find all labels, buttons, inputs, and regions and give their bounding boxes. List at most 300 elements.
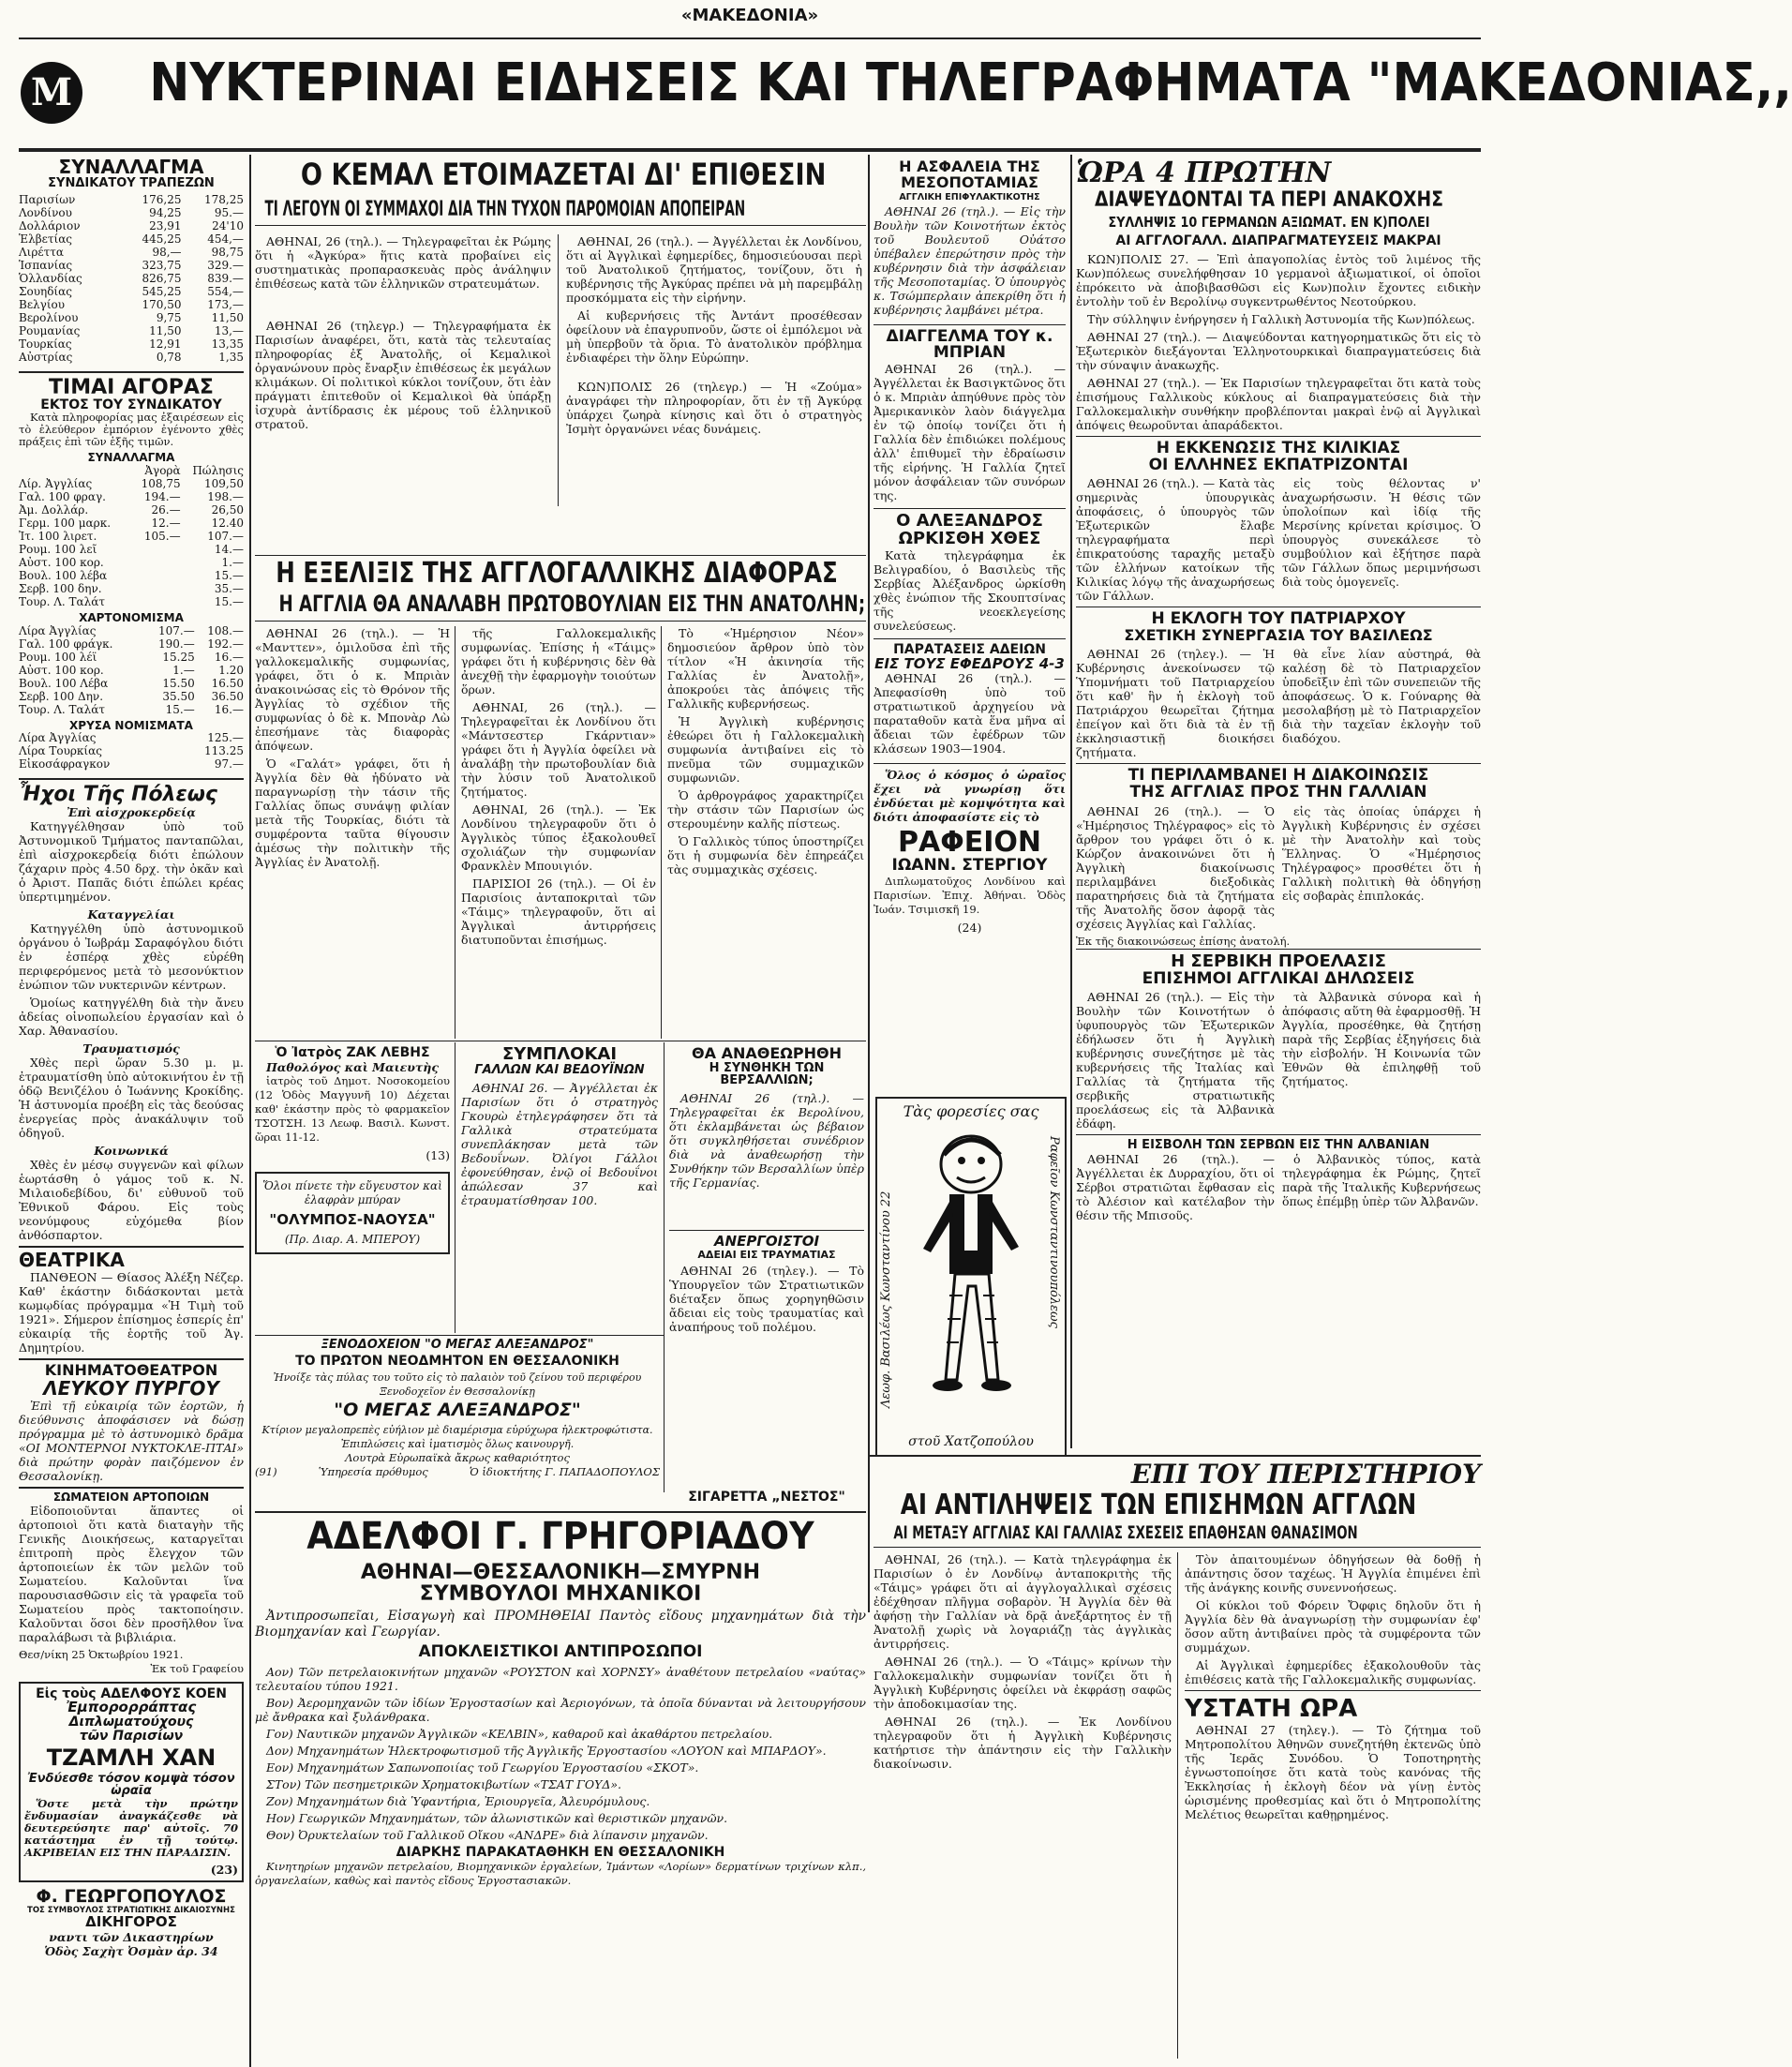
exchange-row	[19, 337, 244, 351]
market-row	[19, 530, 244, 543]
versailles-paragraph: ΑΘΗΝΑΙ 26 (τηλ.). — Τηλεγραφεῖται ἐκ Βερολίνου, ὅτι ἐκλαμβάνεται ὡς βέβαιον ὅτι συγκληθήσεται συνέδριον διὰ νὰ ἀναθεωρήσῃ τὴν Συνθήκην τῶν Βερσαλλίων ὑπὲρ τῆς Γερμανίας.	[669, 1091, 864, 1190]
grigoriadou-item: Ηον) Γεωργικῶν Μηχανημάτων, τῶν ἀλωνιστικῶν καὶ θεριστικῶν μηχανῶν.	[255, 1811, 866, 1825]
court-paragraph: ΑΘΗΝΑΙ, 26 (τηλ.). — Κατὰ τηλεγράφημα ἐκ Παρισίων ὁ ἐν Λονδίνῳ ἀνταποκριτὴς τῆς «Τάιμς» γράφει ὅτι αἱ ἀγγλογαλλικαὶ σχέσεις ἐδέχθησαν πλῆγμα σοβαρὸν. Ἡ Ἀγγλία δὲν θὰ ἀφήσῃ τὴν Γαλλίαν νὰ δρᾷ ἀνεξάρτητος ἐν τῇ Ἀνατολῇ χωρὶς νὰ λογαριάζῃ τὰς ἀγγλικὰς ἀντιρρήσεις.	[874, 1552, 1172, 1651]
georgopoulos-role: ΤΟΣ ΣΥΜΒΟΥΛΟΣ ΣΤΡΑΤΙΩΤΙΚΗΣ ΔΙΚΑΙΟΣΥΝΗΣ	[19, 1907, 244, 1915]
column-rule	[1177, 1552, 1178, 2059]
row-value: 839.—	[182, 272, 244, 285]
anglo-french-paragraph: ΑΘΗΝΑΙ, 26 (τηλ.). — Ἐκ Λονδίνου τηλεγραφοῦν ὅτι ὁ Ἀγγλικὸς τύπος ἐξακολουθεῖ σχολιάζων τὴν συμφωνίαν Φρανκλὲν Μπουιγιόν.	[461, 802, 656, 873]
patriarch-paragraph: θὰ εἶνε λίαν αὐστηρά, θὰ καλέσῃ δὲ τὸ Πατριαρχεῖον ὑποδεῖξιν ἐπὶ τῶν συνεπειῶν τῆς ἀποφάσεως. Ὁ κ. Γούναρης θὰ μεσολαβήσῃ μὲ τὸ Πατριαρχεῖον διὰ τὴν ταχεῖαν ἐκλογὴν τοῦ διαδόχου.	[1282, 647, 1481, 759]
alexandros-title: Ο ΑΛΕΞΑΝΔΡΟΣ ΩΡΚΙΣΘΗ ΧΘΕΣ	[874, 508, 1066, 548]
city-sounds-paragraph: Κατηγγέλθη ὑπὸ ἀστυνομικοῦ ὀργάνου ὁ Ἰωβράμ Σαραφόγλου διότι ἐν ἐσπέρᾳ χθὲς εὑρέθη περιφερόμενος μετὰ τὸ μεσονύκτιον ἐνώπιον τῶν νυκτερινῶν κέντρων.	[19, 921, 244, 992]
serbian-columns	[1076, 990, 1481, 1134]
levis-spec: Παθολόγος καὶ Μαιευτὴς	[255, 1060, 450, 1074]
leave-sub: ΕΙΣ ΤΟΥΣ ΕΦΕΔΡΟΥΣ 4-3	[874, 657, 1066, 672]
row-value: 16.—	[195, 703, 244, 716]
row-label: Τουρ. Λ. Ταλάτ	[19, 595, 132, 608]
market-col-a: Ἀγορὰ	[132, 464, 181, 477]
relations-columns	[1076, 804, 1481, 935]
row-label: Ρουμανίας	[19, 324, 119, 337]
row-label: Ἑλβετίας	[19, 232, 119, 246]
grigoriadou-footer: ΔΙΑΡΚΗΣ ΠΑΡΑΚΑΤΑΘΗΚΗ ΕΝ ΘΕΣΣΑΛΟΝΙΚΗ	[255, 1846, 866, 1860]
relations-paragraph: εἰς τὰς ὁποίας ὑπάρχει ἡ Ἀγγλικὴ Κυβέρνησις ἐν σχέσει μὲ τὴν Ἀνατολὴν καὶ τοὺς Ἕλληνας. Ὁ «Ἡμέρησιος Τηλέγραφος» προσθέτει ὅτι ἡ Γαλλικὴ πολιτικὴ θὰ ὁδηγήσῃ εἰς σοβαρὰς ἐπιπλοκάς.	[1282, 804, 1481, 931]
patriarch-paragraph: ΑΘΗΝΑΙ 26 (τηλεγ.). — Ἡ Κυβέρνησις ἀνεκοίνωσεν τῷ Ὑπομνήματι τοῦ Πατριαρχείου ὅτι καθ' ἣν ἡ ἐκλογὴ τοῦ Πατριάρχου θεωρεῖται ζήτημα ἐπείγον καὶ ὅτι διὰ τὰ ἐν τῇ ἐκκλησιαστικῇ διοικήσει ζητήματα.	[1076, 647, 1275, 759]
market-row	[19, 569, 244, 582]
row-value: 105.—	[132, 530, 181, 543]
relations-paragraph: ΑΘΗΝΑΙ 26 (τηλ.). — Ὁ «Ἡμέρησιος Τηλέγραφος» εἰς τὸ ἄρθρον του γράφει ὅτι ὁ κ. Κώρζον ἀνακοινώνει ὅτι ἡ Ἀγγλικὴ διακοίνωσις περιλαμβάνει διεξοδικὰς παρατηρήσεις διὰ τὰ ζητήματα τῆς Ἀνατολῆς ὅσον ἀφορᾷ τὰς σχέσεις Ἀγγλίας καὶ Γαλλίας.	[1076, 804, 1275, 931]
clashes-title: ΣΥΜΠΛΟΚΑΙ	[461, 1046, 658, 1064]
row-value: 178,25	[182, 193, 244, 206]
gold-row	[19, 744, 244, 757]
hotel-desc: Κτίριον μεγαλοπρεπὲς εὐήλιον μὲ διαμέρισμα εὐρύχωρα ἠλεκτροφώτιστα. Ἐπιπλώσεις καὶ ἱματισμὸς ὅλως καινουργῆ.	[255, 1423, 660, 1451]
anglo-french-paragraph: Τὸ «Ἡμέρησιον Νέον» δημοσιεύον ἄρθρον ὑπὸ τὸν τίτλον «Ἡ ἀκινησία τῆς Γαλλίας ἐν Ἀνατολῇ», ἀποκρούει τὰς ἀπόψεις τῆς Γαλλικῆς κυβερνήσεως.	[667, 626, 864, 711]
row-label: Γαλ. 100 φραγ.	[19, 490, 132, 503]
at4-paragraph: ΑΘΗΝΑΙ 27 (τηλ.). — Ἐκ Παρισίων τηλεγραφεῖται ὅτι κατὰ τοὺς ἐπισήμους Γαλλικοὺς κύκλους αἱ διαπραγματεύσεις διὰ τὴν Γαλλοκεμαλικὴν συνθήκην προβλέπονται μακραὶ ἐνῷ αἱ Ἀγγλικαὶ ἀπόψεις θεωροῦνται ἀπαράδεκτοι.	[1076, 376, 1481, 432]
versailles-title: ΘΑ ΑΝΑΘΕΩΡΗΘΗ	[669, 1046, 864, 1062]
column-rule	[661, 626, 662, 1039]
row-value: 98,—	[119, 246, 181, 259]
theatre-paragraph: ΠΑΝΘΕΟΝ — Θίασος Ἀλέξη Νέζερ. Καθ' ἑκάστην διδάσκονται μετὰ κωμῳδίας πρόγραμμα «Ἡ Τιμὴ τοῦ 1921». Σήμερον ἐπίσημος ἑσπερίς ἐπ' εὐκαιρίᾳ τῆς ἑορτῆς τοῦ Ἁγ. Δημητρίου.	[19, 1270, 244, 1355]
row-value: 11,50	[182, 311, 244, 324]
row-value: 173,—	[182, 298, 244, 311]
cilicia-paragraph: εἰς τοὺς θέλοντας ν' ἀναχωρήσωσιν. Ἡ θέσις τῶν ὑπολοίπων καὶ ἰδίᾳ τῆς Μερσίνης κρίνεται κρίσιμος. Ὁ ὑπουργὸς συνεκάλεσε τὸ συμβούλιον καὶ ἐξήτησε παρὰ τῶν Γάλλων ὅπως μεριμνήσωσι διὰ τοὺς ὁμογενεῖς.	[1282, 476, 1481, 603]
market-intro: Κατὰ πληροφορίας μας ἐξαιρέσεων εἰς τὸ ἐλεύθερον ἐμπόριον ἐγένοντο χθὲς πράξεις ἐπὶ τῶν ἑξῆς τιμῶν.	[19, 412, 244, 448]
hotel-advert	[255, 1339, 660, 1489]
row-value: 12.—	[132, 517, 181, 530]
at4-paragraph: ΚΩΝ)ΠΟΛΙΣ 27. — Ἐπὶ ἀπαγοπολίας ἐντὸς τοῦ λιμένος τῆς Κων)πόλεως συνελήφθησαν 10 γερμανοὶ ἀξιωματικοί, οἱ ὁποῖοι ἐπρόκειτο νὰ ἀποβιβασθῶσι εἰς Κων)πολιν ἔχοντες ειδικὴν ἐντολὴν τοῦ ἐν Βερολίνῳ συγκεντρωθέντος Νεοτούρκου.	[1076, 252, 1481, 308]
row-label: Αὐστρίας	[19, 351, 119, 364]
market-row	[19, 556, 244, 569]
section-rule	[255, 1335, 664, 1336]
wounded-title: ΑΝΕΡΓΟΙΣΤΟΙ	[669, 1235, 864, 1250]
at4-paragraph: ΑΘΗΝΑΙ 27 (τηλ.). — Διαψεύδονται κατηγορηματικῶς ὅτι εἰς τὸ Ἐξωτερικὸν διεξάγονται Ἑλληνοτουρκικαὶ διαπραγματεύσεις διὰ τὴν σύναψιν ἀνακωχῆς.	[1076, 330, 1481, 372]
notes-row	[19, 651, 244, 664]
grigoriadou-item: Βον) Ἀερομηχανῶν τῶν ἰδίων Ἐργοστασίων καὶ Ἀεριογόνων, τὰ ὁποῖα δύνανται νὰ λειτουργήσουν μὲ ἄνθρακα καὶ ξυλάνθρακα.	[255, 1696, 866, 1724]
anglo-french-paragraph: τῆς Γαλλοκεμαλικῆς συμφωνίας. Ἐπίσης ἡ «Τάιμς» γράφει ὅτι ἡ κυβέρνησις δὲν θὰ ἀνεχθῇ τὴν ἐφαρμογὴν τοιούτων ὅρων.	[461, 626, 656, 696]
city-sounds-title: Ἦχοι Τῆς Πόλεως	[19, 778, 244, 805]
market-row	[19, 582, 244, 595]
koen-number: (23)	[24, 1863, 238, 1877]
hotel-service: Ὑπηρεσία πρόθυμος	[319, 1465, 428, 1479]
grigoriadou-item: ΣΤον) Τῶν πεσημετρικῶν Χρηματοκιβωτίων «ΤΣΑΤ ΓΟΥΔ».	[255, 1777, 866, 1791]
market-row	[19, 490, 244, 503]
anglo-french-article	[255, 559, 866, 1037]
relations-title: ΤΙ ΠΕΡΙΛΑΜΒΑΝΕΙ Η ΔΙΑΚΟΙΝΩΣΙΣ	[1076, 763, 1481, 785]
kemal-subtitle: ΤΙ ΛΕΓΟΥΝ ΟΙ ΣΥΜΜΑΧΟΙ ΔΙΑ ΤΗΝ ΤΥΧΟΝ ΠΑΡΟΜΟΙΑΝ ΑΠΟΠΕΙΡΑΝ	[255, 199, 866, 226]
row-label: Βελγίου	[19, 298, 119, 311]
exchange-row	[19, 232, 244, 246]
row-label: Λίρ. Ἀγγλίας	[19, 477, 132, 490]
city-sounds-paragraph: Χθὲς περὶ ὥραν 5.30 μ. μ. ἐτραυματίσθη ὑπὸ αὐτοκινήτου ἐν τῇ ὁδῷ Βενιζέλου ὁ Ἰωάννης Κροκίδης. Ἡ ἀστυνομία προέβη εἰς τὰς δεούσας ἐνεργείας πρὸς ἀνακάλυψιν τοῦ ὁδηγοῦ.	[19, 1056, 244, 1140]
row-value: 108.—	[195, 624, 244, 637]
row-value: 545,25	[119, 285, 181, 298]
cinema-paragraph: Ἐπὶ τῇ εὐκαιρίᾳ τῶν ἑορτῶν, ἡ διεύθυνσις ἀποφάσισεν νὰ δώσῃ πρόγραμμα μὲ τὸ ἀστυνομικὸ δρᾶμα «ΟΙ ΜΟΝΤΕΡΝΟΙ ΝΥΚΤΟΚΛΕ-ΠΤΑΙ» διὰ πρώτην φορὰν παιζόμενον ἐν Θεσσαλονίκῃ.	[19, 1399, 244, 1483]
grigoriadou-item: Θον) Ὀρυκτελαίων τοῦ Γαλλικοῦ Οἴκου «ΑΝΔΡΕ» διὰ λίπανσιν μηχανῶν.	[255, 1828, 866, 1842]
georgopoulos-street: Ὁδὸς Σαχὴτ Ὀσμὰν ἀρ. 34	[19, 1944, 244, 1958]
georgopoulos-title: ΔΙΚΗΓΟΡΟΣ	[19, 1915, 244, 1930]
row-label: Ρουμ. 100 λέϊ	[19, 651, 146, 664]
kemal-article	[255, 159, 866, 572]
hotel-sub: ΤΟ ΠΡΩΤΟΝ ΝΕΟΔΜΗΤΟΝ ΕΝ ΘΕΣΣΑΛΟΝΙΚΗ	[255, 1355, 660, 1369]
anglo-french-paragraph: Ὁ Γαλλικὸς τύπος ὑποστηρίζει ὅτι ἡ συμφωνία δὲν ἐπηρεάζει τὰς συμμαχικὰς σχέσεις.	[667, 834, 864, 876]
exchange-title: ΣΥΝΑΛΛΑΓΜΑ	[19, 157, 244, 177]
row-label: Ρουμ. 100 λεῖ	[19, 543, 132, 556]
row-value: 113.25	[176, 744, 244, 757]
row-value: 1.20	[195, 664, 244, 677]
koen-line: Εἰς τοὺς ΑΔΕΛΦΟΥΣ ΚΟΕΝ	[24, 1687, 238, 1701]
cilicia-title: Η ΕΚΚΕΝΩΣΙΣ ΤΗΣ ΚΙΛΙΚΙΑΣ	[1076, 436, 1481, 457]
serbian-title: Η ΣΕΡΒΙΚΗ ΠΡΟΕΛΑΣΙΣ	[1076, 949, 1481, 971]
cinema-name: ΛΕΥΚΟΥ ΠΥΡΓΟΥ	[19, 1379, 244, 1399]
row-value: 107.—	[181, 530, 244, 543]
cilicia-sub: ΟΙ ΕΛΛΗΝΕΣ ΕΚΠΑΤΡΙΖΟΝΤΑΙ	[1076, 457, 1481, 474]
kemal-title: Ο ΚΕΜΑΛ ΕΤΟΙΜΑΖΕΤΑΙ ΔΙ' ΕΠΙΘΕΣΙΝ	[255, 159, 866, 199]
row-value: 24'10	[182, 219, 244, 232]
georgopoulos-advert	[19, 1888, 244, 1958]
grigoriadou-role: ΣΥΜΒΟΥΛΟΙ ΜΗΧΑΝΙΚΟΙ	[255, 1583, 866, 1605]
cilicia-columns	[1076, 476, 1481, 607]
row-value: 16.—	[195, 651, 244, 664]
court-sub: ΑΙ ΑΝΤΙΛΗΨΕΙΣ ΤΩΝ ΕΠΙΣΗΜΩΝ ΑΓΓΛΩΝ	[874, 1490, 1481, 1524]
kemal-paragraph: Αἱ κυβερνήσεις τῆς Ἀντάντ προσέθεσαν ὀφείλουν νὰ ἐπαγρυπνοῦν, ὥστε οἱ ἐμπόλεμοι νὰ μὴ ὑπερβοῦν τὰ ὅρια. Τὸ ἀνατολικὸν πρόβλημα ἐνδιαφέρει τὴν ὅλην Εὐρώπην.	[566, 308, 862, 365]
grigoriadou-items	[255, 1665, 866, 1842]
section-rule	[870, 1455, 1481, 1457]
hotel-line: Λουτρὰ Εὐρωπαϊκὰ ἄκρως καθαριότητος	[255, 1451, 660, 1465]
hotel-number: (91)	[255, 1465, 277, 1479]
exchange-row	[19, 311, 244, 324]
notes-row	[19, 637, 244, 651]
anglo-french-title: Η ΕΞΕΛΙΞΙΣ ΤΗΣ ΑΓΓΛΟΓΑΛΛΙΚΗΣ ΔΙΑΦΟΡΑΣ	[255, 559, 866, 592]
patriarch-title: Η ΕΚΛΟΓΗ ΤΟΥ ΠΑΤΡΙΑΡΧΟΥ	[1076, 607, 1481, 628]
row-value	[132, 582, 181, 595]
row-label: Σερβ. 100 Δην.	[19, 690, 146, 703]
market-title: ΤΙΜΑΙ ΑΓΟΡΑΣ	[19, 371, 244, 398]
row-value: 35.—	[181, 582, 244, 595]
grigoriadou-item: Γον) Ναυτικῶν μηχανῶν Ἀγγλικῶν «ΚΕΛΒΙΝ», καθαροῦ καὶ ἀκαθάρτου πετρελαίου.	[255, 1727, 866, 1741]
row-value: 194.—	[132, 490, 181, 503]
at4-paragraph: Τὴν σύλληψιν ἐνήργησεν ἡ Γαλλικὴ Ἀστυνομία τῆς Κων)πόλεως.	[1076, 312, 1481, 326]
section-rule	[255, 1511, 866, 1513]
row-label: Ὁλλανδίας	[19, 272, 119, 285]
union-title: ΣΩΜΑΤΕΙΟΝ ΑΡΤΟΠΟΙΩΝ	[19, 1487, 244, 1504]
row-value: 1.—	[146, 664, 195, 677]
row-value: 12,91	[119, 337, 181, 351]
row-value: 15.—	[146, 703, 195, 716]
wounded-sub: ΑΔΕΙΑΙ ΕΙΣ ΤΡΑΥΜΑΤΙΑΣ	[669, 1250, 864, 1261]
theatre-title: ΘΕΑΤΡΙΚΑ	[19, 1246, 244, 1270]
row-value: 15.25	[146, 651, 195, 664]
paper-name: «ΜΑΚΕΔΟΝΙΑ»	[647, 7, 853, 25]
exchange-row	[19, 285, 244, 298]
market-table	[19, 464, 244, 608]
tailor-figure-illustration	[910, 1127, 1032, 1408]
gold-table	[19, 731, 244, 771]
bryan-paragraph: ΑΘΗΝΑΙ 26 (τηλ.). — Ἀγγέλλεται ἐκ Βασιγκτῶνος ὅτι ὁ κ. Μπριὰν ἀπηύθυνε πρὸς τὸν Ἀμερικανικὸν λαὸν διάγγελμα ἐν τῷ ὁποίῳ τονίζει ὅτι ἡ Γαλλία δὲν ἐπιδιώκει πολέμους ἀλλ' ἐπιθυμεῖ τὴν ἐδραίωσιν τῆς εἰρήνης. Ἡ Γαλλία ζητεῖ μόνον ἀσφάλειαν τῶν συνόρων της.	[874, 362, 1066, 502]
court-article	[874, 1459, 1481, 2060]
mesopotamia-paragraph: ΑΘΗΝΑΙ 26 (τηλ.). — Εἰς τὴν Βουλὴν τῶν Κοινοτήτων ἐκτὸς τοῦ Βουλευτοῦ Οὐάτσο ὑπέβαλεν ἐπερώτησιν πρὸς τὴν κυβέρνησιν διὰ τὴν ἀσφάλειαν τῆς Μεσοποταμίας. Ὁ ὑπουργὸς κ. Τσώμπερλαιν ἀπεκρίθη ὅτι ἡ κυβέρνησις λαμβάνει μέτρα.	[874, 204, 1066, 317]
gold-row	[19, 757, 244, 771]
grigoriadou-intro: Ἀντιπροσωπεῖαι, Εἰσαγωγὴ καὶ ΠΡΟΜΗΘΕΙΑΙ Παντὸς εἴδους μηχανημάτων διὰ τὴν Βιομηχανίαν καὶ Γεωργίαν.	[255, 1609, 866, 1640]
notes-row	[19, 677, 244, 690]
mesopotamia-column	[874, 159, 1066, 1097]
row-label: Τουρκίας	[19, 337, 119, 351]
row-value: 1.—	[181, 556, 244, 569]
gold-row	[19, 731, 244, 744]
court-title: ΕΠΙ ΤΟΥ ΠΕΡΙΣΤΗΡΙΟΥ	[874, 1459, 1481, 1490]
row-value: 0,78	[119, 351, 181, 364]
city-sounds-sub: Ἐπὶ αἰσχροκερδείᾳ	[19, 805, 244, 819]
exchange-row	[19, 351, 244, 364]
row-value: 190.—	[146, 637, 195, 651]
koen-line: Ἐνδύεσθε τόσον κομψὰ τόσον ὡραῖα	[24, 1773, 238, 1798]
exchange-subtitle: ΣΥΝΔΙΚΑΤΟΥ ΤΡΑΠΕΖΩΝ	[19, 177, 244, 190]
olympos-agent: (Πρ. Διαρ. Α. ΜΠΕΡΟΥ)	[261, 1233, 444, 1247]
anglo-french-paragraph: Ὁ «Γαλάτ» γράφει, ὅτι ἡ Ἀγγλία δὲν θὰ ἠδύνατο νὰ παραγνωρίσῃ τὴν τάσιν τῆς Γαλλίας ὅπως συνάψῃ φιλίαν μετὰ τῆς Τουρκίας, διότι τὰ συμφέροντα ταῦτα θίγουσιν ἀμέσως τὴν πολιτικὴν τῆς Ἀγγλίας ἐν Ἀνατολῇ.	[255, 756, 450, 869]
bryan-title: ΔΙΑΓΓΕΛΜΑ ΤΟΥ κ. ΜΠΡΙΑΝ	[874, 324, 1066, 363]
market-col-b: Πώλησις	[181, 464, 244, 477]
row-value: 23,91	[119, 219, 181, 232]
row-value: 15.—	[181, 569, 244, 582]
row-value: 554,—	[182, 285, 244, 298]
union-date: Θεσ/νίκη 25 Ὀκτωβρίου 1921.	[19, 1648, 244, 1662]
kemal-paragraph: ΑΘΗΝΑΙ, 26 (τηλ.). — Τηλεγραφεῖται ἐκ Ρώμης ὅτι ἡ «Ἀγκύρα» ἥτις κατὰ προβαίνει εἰς συστηματικὰς προπαρασκευὰς πρὸς ἀνάληψιν ἐπιθέσεως κατὰ τῶν ἑλληνικῶν στρατευμάτων.	[255, 234, 551, 291]
column-rule	[664, 1042, 665, 1492]
row-value	[132, 543, 181, 556]
albania-columns	[1076, 1152, 1481, 1226]
row-label: Δολλάριον	[19, 219, 119, 232]
leave-paragraph: ΑΘΗΝΑΙ 26 (τηλ.). — Ἀπεφασίσθη ὑπὸ τοῦ στρατιωτικοῦ ἀρχηγείου νὰ παραταθοῦν κατὰ ἕνα μῆνα αἱ ἄδειαι τῶν ἐφέδρων τῶν κλάσεων 1903—1904.	[874, 671, 1066, 756]
kemal-paragraph: ΑΘΗΝΑΙ 26 (τηλεγρ.) — Τηλεγραφήματα ἐκ Παρισίων ἀναφέρει, ὅτι, κατὰ τὰς τελευταίας πληροφορίας ἐξ Ἀνατολῆς, οἱ Κεμαλικοὶ ὀργανώνουν πρὸς ἔναρξιν ἐπιθέσεως ἐκ μεγάλων κλιμάκων. Οἱ πολιτικοὶ κύκλοι τονίζουν, ὅτι ἐὰν πράγματι ἐπιτεθοῦν οἱ Κεμαλικοὶ θὰ ὑπάρξῃ ἰσχυρὰ ἀντίδρασις ἐκ μέρους τοῦ ἑλληνικοῦ στρατοῦ.	[255, 319, 551, 431]
union-sign: Ἐκ τοῦ Γραφείου	[19, 1662, 244, 1676]
wounded-paragraph: ΑΘΗΝΑΙ 26 (τηλεγ.). — Τὸ Ὑπουργεῖον τῶν Στρατιωτικῶν διέταξεν ὅπως χορηγηθῶσιν ἄδειαι εἰς τοὺς τραυματίας καὶ ἀναπήρους τοῦ πολέμου.	[669, 1264, 864, 1334]
court-paragraph: Αἱ Ἀγγλικαὶ ἐφημερίδες ἐξακολουθοῦν τὰς ἐπιθέσεις κατὰ τῆς Γαλλοκεμαλικῆς συμφωνίας.	[1185, 1658, 1481, 1686]
albania-paragraph: ΑΘΗΝΑΙ 26 (τηλ.). — Ἀγγέλλεται ἐκ Δυρραχίου, ὅτι οἱ Σέρβοι στρατιῶται ἔφθασαν εἰς τὸ Ἀλέσιον καὶ κατέλαβον τὴν θέσιν τῆς Μπισοῦς.	[1076, 1152, 1275, 1222]
at4-sub: ΣΥΛΛΗΨΙΣ 10 ΓΕΡΜΑΝΩΝ ΑΞΙΩΜΑΤ. ΕΝ Κ)ΠΟΛΕΙ	[1076, 216, 1481, 234]
levis-number: (13)	[255, 1148, 450, 1162]
exchange-row	[19, 272, 244, 285]
notes-row	[19, 664, 244, 677]
row-label: Παρισίων	[19, 193, 119, 206]
market-row	[19, 517, 244, 530]
koen-name: ΤΖΑΜΛΗ ΧΑΝ	[24, 1746, 238, 1770]
koen-line: Ἐμπορορράπτας	[24, 1700, 238, 1715]
masthead-logo: Μ	[21, 62, 82, 124]
row-value: 12.40	[181, 517, 244, 530]
market-heading: ΣΥΝΑΛΛΑΓΜΑ	[19, 452, 244, 464]
row-value: 14.—	[181, 543, 244, 556]
court-paragraph: ΑΘΗΝΑΙ 26 (τηλ.). — Ἐκ Λονδίνου τηλεγραφοῦν ὅτι ἡ Ἀγγλικὴ Κυβέρνησις κατήρτισε τὴν ἀπάντησιν εἰς τὴν Γαλλικὴν διακοίνωσιν.	[874, 1715, 1172, 1771]
notes-row	[19, 624, 244, 637]
notes-heading: ΧΑΡΤΟΝΟΜΙΣΜΑ	[19, 612, 244, 624]
market-row	[19, 543, 244, 556]
city-sounds-paragraph: Χθὲς ἐν μέσῳ συγγενῶν καὶ φίλων ἑωρτάσθη ὁ γάμος τοῦ κ. Ν. Μιλαιοδεβίδου, δι' εὐθυνοῦ τοῦ Ἐθνικοῦ Φάρου. Εἰς τοὺς νεονύμφους εὐχόμεθα βίον ἀνθόσπαρτον.	[19, 1158, 244, 1242]
grigoriadou-item: Δον) Μηχανημάτων Ἡλεκτροφωτισμοῦ τῆς Ἀγγλικῆς Ἐργοστασίου «ΛΟΥΟΝ καὶ ΜΠΑΡΔΟΥ».	[255, 1744, 866, 1758]
column-rule	[868, 155, 870, 1612]
market-row	[19, 595, 244, 608]
row-value: 97.—	[176, 757, 244, 771]
hotel-owner: Ὁ ἰδιοκτήτης Γ. ΠΑΠΑΔΟΠΟΥΛΟΣ	[470, 1465, 660, 1479]
column-rule	[1070, 155, 1072, 1448]
versailles-article	[669, 1046, 864, 1224]
row-value: 35.50	[146, 690, 195, 703]
clashes-sub: ΓΑΛΛΩΝ ΚΑΙ ΒΕΔΟΥΪΝΩΝ	[461, 1064, 658, 1077]
patriarch-columns	[1076, 647, 1481, 763]
at4-sub: ΑΙ ΑΓΓΛΟΓΑΛΛ. ΔΙΑΠΡΑΓΜΑΤΕΥΣΕΙΣ ΜΑΚΡΑΙ	[1076, 234, 1481, 248]
masthead-rule-bottom	[19, 148, 1481, 152]
exchange-row	[19, 298, 244, 311]
caricature-bottom: στοῦ Χατζοπούλου	[877, 1434, 1065, 1449]
latest-paragraph: ΑΘΗΝΑΙ 27 (τηλεγ.). — Τὸ ζήτημα τοῦ Μητροπολίτου Ἀθηνῶν συνεζητήθη ἐκτενῶς ὑπὸ τῆς Ἱερᾶς Συνόδου. Ὁ Τοποτηρητὴς ἐγνωστοποίησε ὅτι κατὰ τοὺς κανόνας τῆς Ἐκκλησίας ἡ ἐκλογὴ δέον νὰ γίνῃ ἐντὸς ὡρισμένης προθεσμίας καὶ ὅτι ὁ Μητροπολίτης Μελέτιος θεωρεῖται καθῃρημένος.	[1185, 1723, 1481, 1821]
exchange-row	[19, 259, 244, 272]
caricature-right-text: Ραφεῖον Κωνσταντινουπόλεως	[1047, 1136, 1061, 1417]
row-value: 454,—	[182, 232, 244, 246]
levis-paragraph: ἰατρὸς τοῦ Δημοτ. Νοσοκομείου (12 Ὁδὸς Μαγγυνῆ 10) Δέχεται καθ' ἑκάστην πρὸς τὸ φαρμακεῖον ΤΣΟΤΣΗ. 13 Λεωφ. Βασιλ. Κωνστ. ὥραι 11-12.	[255, 1074, 450, 1145]
exchange-table	[19, 193, 244, 364]
grigoriadou-item: Αον) Τῶν πετρελαιοκινήτων μηχανῶν «ΡΟΥΣΤΟΝ καὶ ΧΟΡΝΣΥ» ἀναθέτουν πετρελαίου «ναύτας» τελευταίου τύπου 1921.	[255, 1665, 866, 1693]
city-sounds-sub: Τραυματισμός	[19, 1041, 244, 1056]
row-value	[132, 556, 181, 569]
row-value: 1,35	[182, 351, 244, 364]
grigoriadou-cities: ΑΘΗΝΑΙ—ΘΕΣΣΑΛΟΝΙΚΗ—ΣΜΥΡΝΗ	[255, 1562, 866, 1583]
market-row	[19, 477, 244, 490]
anglo-french-paragraph: Ἡ Ἀγγλικὴ κυβέρνησις ἐθεώρει ὅτι ἡ Γαλλοκεμαλικὴ συμφωνία ἀντιβαίνει εἰς τὸ πνεῦμα τῶν συμμαχικῶν συμφωνιῶν.	[667, 714, 864, 785]
row-value: 26.—	[132, 503, 181, 517]
row-value: 826,75	[119, 272, 181, 285]
albania-paragraph: ὁ Ἀλβανικὸς τύπος, κατὰ τηλεγράφημα ἐκ Ρώμης, ζητεῖ παρὰ τῆς Ἰταλικῆς Κυβερνήσεως ὅπως ἐπέμβῃ ὑπὲρ τῶν Ἀλβανῶν.	[1282, 1152, 1481, 1222]
row-value: 323,75	[119, 259, 181, 272]
olympos-name: "ΟΛΥΜΠΟΣ-ΝΑΟΥΣΑ"	[261, 1213, 444, 1228]
wounded-article	[669, 1230, 864, 1488]
row-value: 9,75	[119, 311, 181, 324]
row-label: Βουλ. 100 Λέβα	[19, 677, 146, 690]
row-value: 26,50	[181, 503, 244, 517]
court-sub2: ΑΙ ΜΕΤΑΞΥ ΑΓΓΛΙΑΣ ΚΑΙ ΓΑΛΛΙΑΣ ΣΧΕΣΕΙΣ ΕΠΑΘΗΣΑΝ ΘΑΝΑΣΙΜΟΝ	[874, 1524, 1481, 1548]
olympos-line: Ὅλοι πίνετε τὴν εὔγευστον καὶ ἐλαφρὰν μπύραν	[261, 1179, 444, 1207]
court-paragraph: ΑΘΗΝΑΙ 26 (τηλ.). — Ὁ «Τάιμς» κρίνων τὴν Γαλλοκεμαλικὴν συμφωνίαν τονίζει ὅτι ἡ Ἀγγλικὴ Κυβέρνησις ὀφείλει νὰ ἐκφράσῃ σαφῶς τὴν ἀποδοκιμασίαν της.	[874, 1655, 1172, 1711]
city-sounds-sub: Κοινωνικά	[19, 1144, 244, 1158]
left-column	[19, 157, 244, 2060]
grigoriadou-footer-paragraph: Κινητηρίων μηχανῶν πετρελαίου, Βιομηχανικῶν ἐργαλείων, Ἱμάντων «Λορίων» δερματίνων τριχίνων κλπ., ὀργανελαίων, καθὼς καὶ παντὸς εἴδους Ἐργοστασιακῶν.	[255, 1860, 866, 1888]
nestos-advert: ΣΙΓΑΡΕΤΤΑ „ΝΕΣΤΟΣ"	[669, 1490, 864, 1505]
grigoriadou-advert	[255, 1517, 866, 2060]
clashes-paragraph: ΑΘΗΝΑΙ 26. — Ἀγγέλλεται ἐκ Παρισίων ὅτι ὁ στρατηγὸς Γκουρὼ ἐτηλεγράφησεν ὅτι τὰ Γαλλικὰ στρατεύματα συνεπλάκησαν μετὰ τῶν Βεδουΐνων. Ὀλίγοι Γάλλοι ἐφονεύθησαν, ἐνῷ οἱ Βεδουΐνοι ἀπώλεσαν 37 καὶ ἐτραυματίσθησαν 100.	[461, 1081, 658, 1207]
row-value: 15.50	[146, 677, 195, 690]
serbian-sub: ΕΠΙΣΗΜΟΙ ΑΓΓΛΙΚΑΙ ΔΗΛΩΣΕΙΣ	[1076, 971, 1481, 988]
exchange-row	[19, 193, 244, 206]
row-value	[132, 569, 181, 582]
leave-title: ΠΑΡΑΤΑΣΕΙΣ ΑΔΕΙΩΝ	[874, 638, 1066, 657]
exchange-row	[19, 219, 244, 232]
caricature-title: Τὰς φορεσίες σας	[877, 1102, 1065, 1120]
cilicia-paragraph: ΑΘΗΝΑΙ 26 (τηλ.). — Κατὰ τὰς σημερινὰς ὑπουργικὰς ἀποφάσεις, ὁ ὑπουργὸς τῶν Ἐξωτερικῶν ἔλαβε τηλεγραφήματα περὶ ἐπικρατούσης ταραχῆς μεταξὺ τῶν ἑλλήνων κατοίκων τῆς Κιλικίας λόγῳ τῆς ἀναχωρήσεως τῶν Γάλλων.	[1076, 476, 1275, 603]
alexandros-paragraph: Κατὰ τηλεγράφημα ἐκ Βελιγραδίου, ὁ Βασιλεὺς τῆς Σερβίας Ἀλέξανδρος ὡρκίσθη χθὲς ἐνώπιον τῆς Σκουπτσίνας τῆς νεοεκλεγείσης συνελεύσεως.	[874, 548, 1066, 633]
row-label: Γαλ. 100 φράγκ.	[19, 637, 146, 651]
row-label: Ἱσπανίας	[19, 259, 119, 272]
anglo-french-paragraph: ΑΘΗΝΑΙ, 26 (τηλ.). — Τηλεγραφεῖται ἐκ Λονδίνου ὅτι «Μάντσεστερ Γκάρντιαν» γράφει ὅτι ἡ Ἀγγλία ὀφείλει νὰ ἀναλάβῃ τὴν πρωτοβουλίαν διὰ τὴν λύσιν τοῦ Ἀνατολικοῦ ζητήματος.	[461, 700, 656, 799]
row-label: Λονδίνου	[19, 206, 119, 219]
row-value: 198.—	[181, 490, 244, 503]
city-sounds-paragraph: Κατηγγέλθησαν ὑπὸ τοῦ Ἀστυνομικοῦ Τμήματος πανταπῶλαι, ἐπὶ αἰσχροκερδείᾳ διότι ἐπώλουν ζάχαριν πρὸς 4.50 δρχ. τὴν ὀκᾶν καὶ ὁ Ἀριστ. Παπᾶς διότι ἐπώλει κρέας ὑπερτιμημένον.	[19, 819, 244, 904]
row-value: 95.—	[182, 206, 244, 219]
column-rule	[558, 234, 559, 506]
row-value: 445,25	[119, 232, 181, 246]
union-paragraph: Εἰδοποιοῦνται ἅπαντες οἱ ἀρτοποιοὶ ὅτι κατὰ διαταγὴν τῆς Γενικῆς Διοικήσεως, καταργεῖται ἐπιτροπὴ πρὸς ἔλεγχον τῶν ἀρτοποιείων ἐκ τῶν μελῶν τοῦ Σωματείου. Καλοῦνται ἵνα παρουσιασθῶσιν εἰς τὰ γραφεῖα τοῦ Σωματείου πρὸς τακτοποίησιν. Καλοῦνται ὅσοι δὲν προσῆλθον ἵνα παραλάβωσι τὰ βιβλιάρια.	[19, 1504, 244, 1644]
anglo-french-paragraph: ΑΘΗΝΑΙ 26 (τηλ.). — Ἡ «Μανττεν», ὁμιλοῦσα ἐπὶ τῆς γαλλοκεμαλικῆς συμφωνίας, γράφει, ὅτι ὁ κ. Μπριὰν ἀνακοινώσας εἰς τὸ Θρόνον τῆς Ἀγγλίας τὸ σχέδιον τῆς συμφωνίας ὁ δὲ κ. Μπονὰρ Λὼ ἐπεσήμανε τὰς διαφορὰς ἀπόψεων.	[255, 626, 450, 753]
tailor-number: (24)	[874, 921, 1066, 935]
row-label: Βουλ. 100 λέβα	[19, 569, 132, 582]
grigoriadou-name: ΑΔΕΛΦΟΙ Γ. ΓΡΗΓΟΡΙΑΔΟΥ	[255, 1517, 866, 1562]
row-value: 36.50	[195, 690, 244, 703]
latest-title: ΥΣΤΑΤΗ ΩΡΑ	[1185, 1690, 1481, 1723]
market-subtitle: ΕΚΤΟΣ ΤΟΥ ΣΥΝΔΙΚΑΤΟΥ	[19, 398, 244, 412]
patriarch-sub: ΣΧΕΤΙΚΗ ΣΥΝΕΡΓΑΣΙΑ ΤΟΥ ΒΑΣΙΛΕΩΣ	[1076, 628, 1481, 644]
exchange-row	[19, 206, 244, 219]
court-paragraph: Τὸν ἀπαιτουμένων ὁδηγήσεων θὰ δοθῇ ἡ ἀπάντησις ὅσον ταχέως. Ἡ Ἀγγλία ἐπιμένει ἐπὶ τῆς ἀνάγκης κοινῆς συνεννοήσεως.	[1185, 1552, 1481, 1595]
row-label: Τουρ. Λ. Ταλάτ	[19, 703, 146, 716]
row-value: 11,50	[119, 324, 181, 337]
row-value: 170,50	[119, 298, 181, 311]
caricature-left-text: Λεωφ. Βασιλέως Κωνσταντίνου 22	[879, 1127, 893, 1408]
hotel-line: Ἠνοίξε τὰς πύλας του τοῦτο εἰς τὸ παλαιὸν τοῦ ζείνου τοῦ περιφέρου Ξενοδοχεῖον ἐν Θεσσαλονίκῃ	[255, 1371, 660, 1399]
tailor-owner: ΙΩΑΝΝ. ΣΤΕΡΓΙΟΥ	[874, 858, 1066, 875]
row-value: 15.—	[181, 595, 244, 608]
versailles-sub: Η ΣΥΝΘΗΚΗ ΤΩΝ ΒΕΡΣΑΛΛΙΩΝ;	[669, 1062, 864, 1087]
mesopotamia-title: Η ΑΣΦΑΛΕΙΑ ΤΗΣ ΜΕΣΟΠΟΤΑΜΙΑΣ	[874, 159, 1066, 191]
row-label: Αὐστ. 100 κορ.	[19, 664, 146, 677]
tailor-quote: Ὅλος ὁ κόσμος ὁ ὡραῖος ἔχει νὰ γνωρίσῃ ὅτι ἐνδύεται μὲ κομψότητα καὶ διότι ἀποφασίστε εἰς τὸ	[874, 763, 1066, 824]
grigoriadou-heading: ΑΠΟΚΛΕΙΣΤΙΚΟΙ ΑΝΤΙΠΡΟΣΩΠΟΙ	[255, 1644, 866, 1661]
serbian-paragraph: ΑΘΗΝΑΙ 26 (τηλ.). — Εἰς τὴν Βουλὴν τῶν Κοινοτήτων ὁ ὑφυπουργὸς τῶν Ἐξωτερικῶν ἐδήλωσεν ὅτι ἡ Ἀγγλικὴ κυβέρνησις συνεζήτησε μὲ τὰς κυβερνήσεις τῆς Ἰταλίας καὶ Γαλλίας τὰ ζητήματα τῆς σερβικῆς στρατιωτικῆς προελάσεως εἰς τὰ Ἀλβανικὰ ἐδάφη.	[1076, 990, 1275, 1131]
relations-sub: ΤΗΣ ΑΓΓΛΙΑΣ ΠΡΟΣ ΤΗΝ ΓΑΛΛΙΑΝ	[1076, 785, 1481, 801]
row-label: Σερβ. 100 δην.	[19, 582, 132, 595]
serbian-paragraph: τὰ Ἀλβανικὰ σύνορα καὶ ἡ ἀπόφασις αὕτη θὰ ἐφαρμοσθῇ. Ἡ Ἀγγλία, προσέθηκε, θὰ ζητήσῃ παρὰ τῆς Σερβίας ἐξηγήσεις διὰ τὴν εἰσβολήν. Ἡ Κοινωνία τῶν Ἐθνῶν θὰ ἐπιληφθῇ τοῦ ζητήματος.	[1282, 990, 1481, 1131]
grigoriadou-item: Εον) Μηχανημάτων Σαπωνοποιίας τοῦ Γεωργίου Ἐργοστασίου «ΣΚΟΤ».	[255, 1760, 866, 1775]
section-rule	[255, 555, 866, 556]
notes-row	[19, 690, 244, 703]
notes-table	[19, 624, 244, 716]
gold-heading: ΧΡΥΣΑ ΝΟΜΙΣΜΑΤΑ	[19, 720, 244, 732]
row-label: Λίρα Τουρκίας	[19, 744, 176, 757]
at4-title: ΔΙΑΨΕΥΔΟΝΤΑΙ ΤΑ ΠΕΡΙ ΑΝΑΚΟΧΗΣ	[1076, 189, 1481, 216]
tailor-name: ΡΑΦΕΙΟΝ	[874, 828, 1066, 858]
georgopoulos-address: ναντι τῶν Δικαστηρίων	[19, 1930, 244, 1944]
city-sounds-paragraph: Ὁμοίως κατηγγέλθη διὰ τὴν ἄνευ ἀδείας οἰνοπωλείου ἐργασίαν καὶ ὁ Χαρ. Ἀθανασίου.	[19, 996, 244, 1038]
anglo-french-paragraph: ΠΑΡΙΣΙΟΙ 26 (τηλ.). — Οἱ ἐν Παρισίοις ἀνταποκριταὶ τῶν «Τάιμς» τηλεγραφοῦν, ὅτι αἱ Ἀγγλικαὶ ἀντιρρήσεις διατυποῦνται ἐπισήμως.	[461, 876, 656, 947]
row-value: 108,75	[132, 477, 181, 490]
row-value: 98,75	[182, 246, 244, 259]
row-value: 13,35	[182, 337, 244, 351]
grigoriadou-item: Ζον) Μηχανημάτων διὰ Ὑφαντήρια, Ἐριουργεῖα, Ἀλευρόμυλους.	[255, 1794, 866, 1808]
column-rule	[249, 155, 251, 2067]
row-value: 16.50	[195, 677, 244, 690]
row-value: 192.—	[195, 637, 244, 651]
relations-end: Ἐκ τῆς διακοινώσεως ἐπίσης ἀνατολή.	[1076, 935, 1481, 949]
exchange-row	[19, 246, 244, 259]
notes-row	[19, 703, 244, 716]
levis-name: Ὁ Ἰατρὸς ΖΑΚ ΛΕΒΗΣ	[255, 1046, 450, 1060]
masthead-rule-top	[19, 37, 1481, 39]
at4-time: ὩΡΑ 4 ΠΡΩΤΗΝ	[1076, 157, 1481, 189]
row-value: 176,25	[119, 193, 181, 206]
tailor-paragraph: Διπλωματοῦχος Λονδίνου καὶ Παρισίων. Ἐπιχ. Ἀθήναι. Ὁδὸς Ἰωάν. Τσιμισκῆ 19.	[874, 875, 1066, 917]
row-label: Ἀμ. Δολλάρ.	[19, 503, 132, 517]
olympos-advert	[255, 1172, 450, 1255]
row-label: Αὐστ. 100 κορ.	[19, 556, 132, 569]
row-label: Λίρα Ἀγγλίας	[19, 731, 176, 744]
row-label: Ἰτ. 100 λιρετ.	[19, 530, 132, 543]
row-label: Λιρέττα	[19, 246, 119, 259]
row-value: 329.—	[182, 259, 244, 272]
anglo-french-subtitle: Η ΑΓΓΛΙΑ ΘΑ ΑΝΑΛΑΒΗ ΠΡΩΤΟΒΟΥΛΙΑΝ ΕΙΣ ΤΗΝ ΑΝΑΤΟΛΗΝ;	[255, 592, 866, 622]
